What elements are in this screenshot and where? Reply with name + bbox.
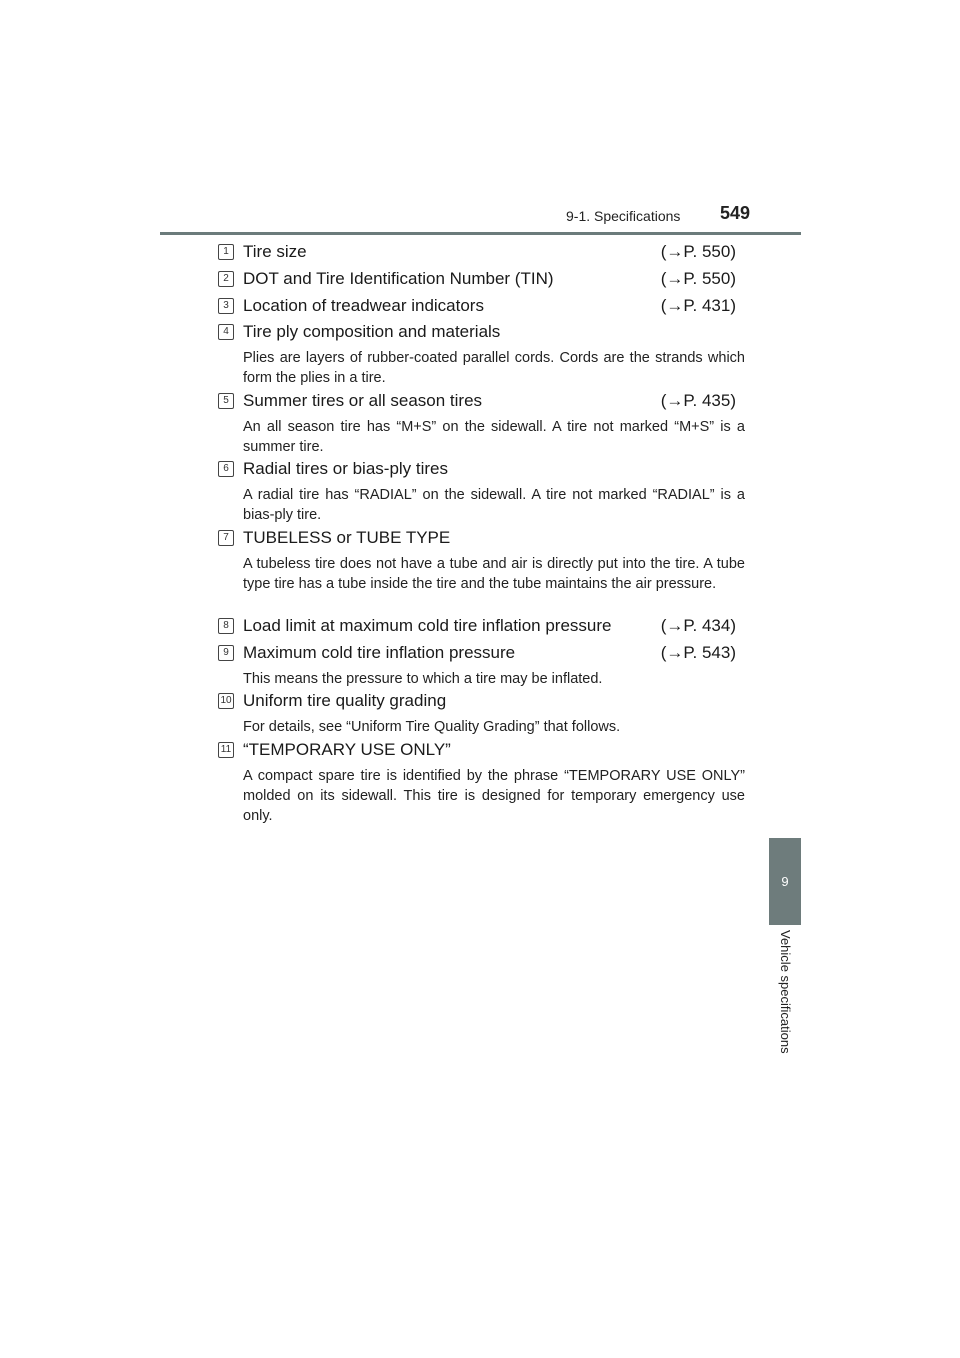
item-title: TUBELESS or TUBE TYPE: [243, 528, 451, 547]
chapter-label: [770, 930, 800, 1080]
item-number-badge: 9: [218, 645, 234, 661]
page-reference-link[interactable]: (→P. 435): [660, 391, 736, 410]
page-reference-link[interactable]: (→P. 431): [660, 296, 736, 315]
chapter-label-text: Vehicle specifications: [778, 930, 793, 1054]
section-title: 9-1. Specifications: [566, 208, 681, 224]
item-description: A tubeless tire does not have a tube and air is directly put into the tire. A tube type tire has a tube inside the tire and the tube maintains the air pressure.: [243, 556, 745, 592]
item-number-badge: 4: [218, 324, 234, 340]
item-description: This means the pressure to which a tire may be inflated.: [243, 671, 603, 687]
header-divider: [160, 232, 801, 235]
page-reference-link[interactable]: (→P. 543): [660, 643, 736, 662]
item-description: An all season tire has “M+S” on the sidewall. A tire not marked “M+S” is a summer tire.: [243, 419, 745, 455]
item-title: Load limit at maximum cold tire inflation pressure: [243, 616, 612, 635]
item-number-badge: 8: [218, 618, 234, 634]
item-title: Radial tires or bias-ply tires: [243, 459, 449, 478]
item-number-badge: 7: [218, 530, 234, 546]
item-number-badge: 5: [218, 393, 234, 409]
item-description: For details, see “Uniform Tire Quality Grading” that follows.: [243, 719, 621, 735]
item-title: Uniform tire quality grading: [243, 691, 447, 710]
item-number-badge: 6: [218, 461, 234, 477]
item-description: A compact spare tire is identified by the phrase “TEMPORARY USE ONLY” molded on its sidewall. This tire is designed for temporary emergency use only.: [243, 768, 745, 824]
item-title: Tire ply composition and materials: [243, 322, 501, 341]
item-number-badge: 3: [218, 298, 234, 314]
item-number-badge: 11: [218, 742, 234, 758]
item-number-badge: 10: [218, 693, 234, 709]
item-title: Location of treadwear indicators: [243, 296, 484, 315]
chapter-number: 9: [781, 874, 789, 889]
item-description: Plies are layers of rubber-coated parallel cords. Cords are the strands which form the plies in a tire.: [243, 350, 745, 386]
item-number-badge: 2: [218, 271, 234, 287]
item-title: DOT and Tire Identification Number (TIN): [243, 269, 554, 288]
page-reference-link[interactable]: (→P. 550): [660, 242, 736, 261]
item-number-badge: 1: [218, 244, 234, 260]
page-reference-link[interactable]: (→P. 434): [660, 616, 736, 635]
item-title: Maximum cold tire inflation pressure: [243, 643, 516, 662]
item-description: A radial tire has “RADIAL” on the sidewall. A tire not marked “RADIAL” is a bias-ply tire.: [243, 487, 745, 523]
item-title: “TEMPORARY USE ONLY”: [243, 740, 451, 759]
chapter-tab[interactable]: [769, 838, 801, 925]
item-title: Summer tires or all season tires: [243, 391, 483, 410]
item-title: Tire size: [243, 242, 307, 261]
page-reference-link[interactable]: (→P. 550): [660, 269, 736, 288]
page-number: 549: [720, 203, 751, 223]
